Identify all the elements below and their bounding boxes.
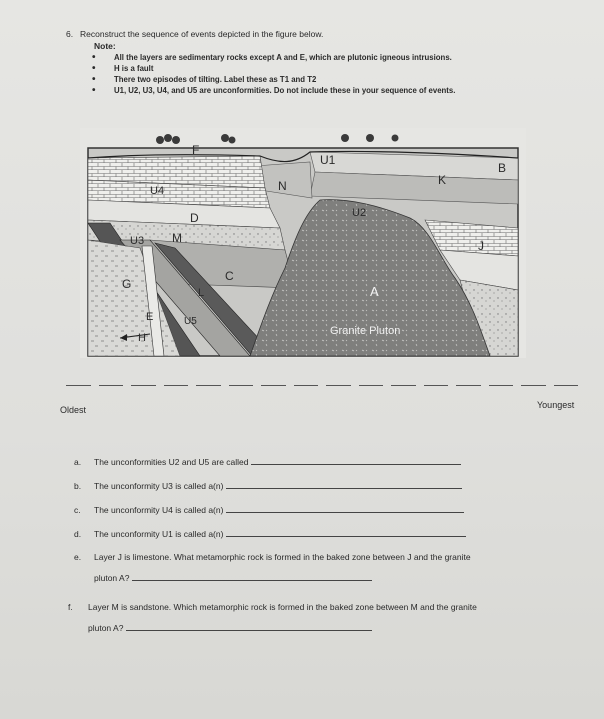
label-E: E (146, 311, 154, 323)
answer-blank[interactable] (226, 504, 464, 513)
sequence-blank[interactable] (521, 385, 546, 386)
label-J: J (478, 239, 484, 253)
sequence-answer-blanks[interactable] (66, 385, 578, 387)
sequence-blank[interactable] (294, 385, 319, 386)
answer-blank[interactable] (251, 456, 461, 465)
label-U3: U3 (130, 235, 145, 247)
question-heading (66, 29, 324, 40)
question-a: a. The unconformities U2 and U5 are called (74, 456, 461, 467)
label-C: C (225, 269, 234, 283)
question-b: b. The unconformity U3 is called a(n) (74, 480, 462, 491)
sequence-blank[interactable] (456, 385, 481, 386)
label-K: K (438, 173, 447, 187)
question-d: d. The unconformity U1 is called a(n) (74, 528, 466, 539)
answer-blank[interactable] (126, 622, 372, 631)
label-U4: U4 (150, 185, 165, 197)
sequence-blank[interactable] (391, 385, 416, 386)
label-D: D (190, 211, 199, 225)
sequence-blank[interactable] (261, 385, 286, 386)
label-U2: U2 (352, 207, 367, 219)
note-list (92, 52, 455, 96)
question-title: Reconstruct the sequence of events depicted in the figure below. (80, 29, 324, 39)
label-A: A (370, 284, 379, 299)
question-f-continuation: pluton A? (88, 622, 372, 633)
question-f: f. Layer M is sandstone. Which metamorphic rock is formed in the baked zone between M and the granite (68, 602, 477, 612)
note-label: Note: (94, 41, 116, 51)
label-N: N (278, 179, 287, 193)
note-item: • U1, U2, U3, U4, and U5 are unconformities. Do not include these in your sequence of events. (92, 85, 455, 96)
sequence-blank[interactable] (196, 385, 221, 386)
question-e: e. Layer J is limestone. What metamorphic rock is formed in the baked zone between J and the granite (74, 552, 471, 562)
sequence-blank[interactable] (359, 385, 384, 386)
label-H: H (138, 332, 146, 344)
label-M: M (172, 231, 182, 245)
label-granite-pluton: Granite Pluton (330, 325, 401, 337)
sequence-blank[interactable] (164, 385, 189, 386)
note-item: • H is a fault (92, 63, 455, 74)
label-B: B (498, 161, 507, 175)
sequence-blank[interactable] (229, 385, 254, 386)
answer-blank[interactable] (226, 528, 466, 537)
youngest-label: Youngest (537, 400, 575, 410)
oldest-label: Oldest (60, 405, 87, 415)
question-number: 6. (66, 29, 74, 39)
note-item: • All the layers are sedimentary rocks except A and E, which are plutonic igneous intrusions. (92, 52, 455, 63)
sequence-blank[interactable] (489, 385, 514, 386)
sequence-blank[interactable] (326, 385, 351, 386)
geologic-cross-section (80, 128, 526, 358)
note-item: • There two episodes of tilting. Label these as T1 and T2 (92, 74, 455, 85)
sequence-blank[interactable] (66, 385, 91, 386)
answer-blank[interactable] (226, 480, 462, 489)
label-L: L (198, 287, 205, 299)
answer-blank[interactable] (132, 572, 372, 581)
question-e-continuation: pluton A? (94, 572, 372, 583)
label-U1: U1 (320, 153, 336, 167)
question-c: c. The unconformity U4 is called a(n) (74, 504, 464, 515)
sequence-blank[interactable] (424, 385, 449, 386)
sequence-blank[interactable] (99, 385, 124, 386)
label-F: F (192, 143, 200, 157)
label-G: G (122, 277, 132, 291)
sequence-blank[interactable] (131, 385, 156, 386)
sequence-blank[interactable] (554, 385, 579, 386)
label-U5: U5 (184, 316, 197, 327)
